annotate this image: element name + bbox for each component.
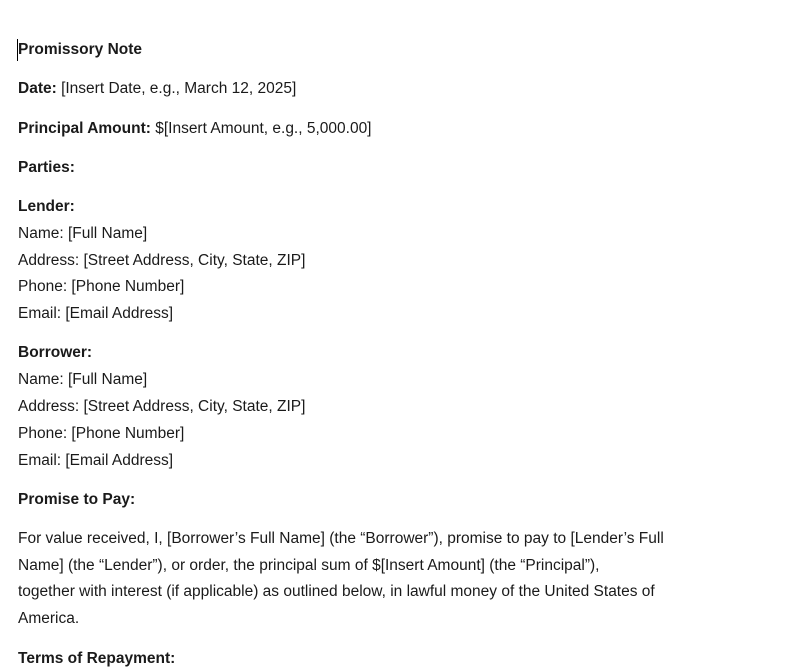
- promise-paragraph: [18, 526, 748, 633]
- promise-line: America.: [18, 610, 80, 628]
- principal-line: [18, 119, 372, 139]
- lender-phone: Phone: [Phone Number]: [18, 278, 185, 295]
- date-line: [18, 79, 296, 99]
- borrower-phone: Phone: [Phone Number]: [18, 425, 185, 442]
- terms-heading: Terms of Repayment:: [18, 650, 176, 667]
- borrower-name: Name: [Full Name]: [18, 371, 148, 388]
- parties-heading: Parties:: [18, 159, 75, 176]
- principal-label: Principal Amount:: [18, 120, 151, 137]
- borrower-email: Email: [Email Address]: [18, 452, 174, 469]
- principal-value: $[Insert Amount, e.g., 5,000.00]: [150, 120, 372, 137]
- promise-line: For value received, I, [Borrower’s Full Name] (the “Borrower”), promise to pay to [Lender’s Full: [18, 530, 664, 547]
- date-value: [Insert Date, e.g., March 12, 2025]: [56, 80, 297, 97]
- document-title: Promissory Note: [18, 41, 143, 58]
- date-label: Date:: [18, 80, 57, 97]
- lender-address: Address: [Street Address, City, State, ZIP]: [18, 252, 306, 269]
- borrower-address: Address: [Street Address, City, State, ZIP]: [18, 398, 306, 415]
- borrower-heading: Borrower:: [18, 344, 93, 361]
- promise-line: together with interest (if applicable) as outlined below, in lawful money of the United States of: [18, 583, 655, 601]
- promise-line: Name] (the “Lender”), or order, the principal sum of $[Insert Amount] (the “Principal”),: [18, 556, 600, 574]
- lender-name: Name: [Full Name]: [18, 225, 148, 242]
- lender-heading: Lender:: [18, 198, 75, 215]
- lender-email: Email: [Email Address]: [18, 305, 174, 322]
- promise-heading: Promise to Pay:: [18, 491, 136, 508]
